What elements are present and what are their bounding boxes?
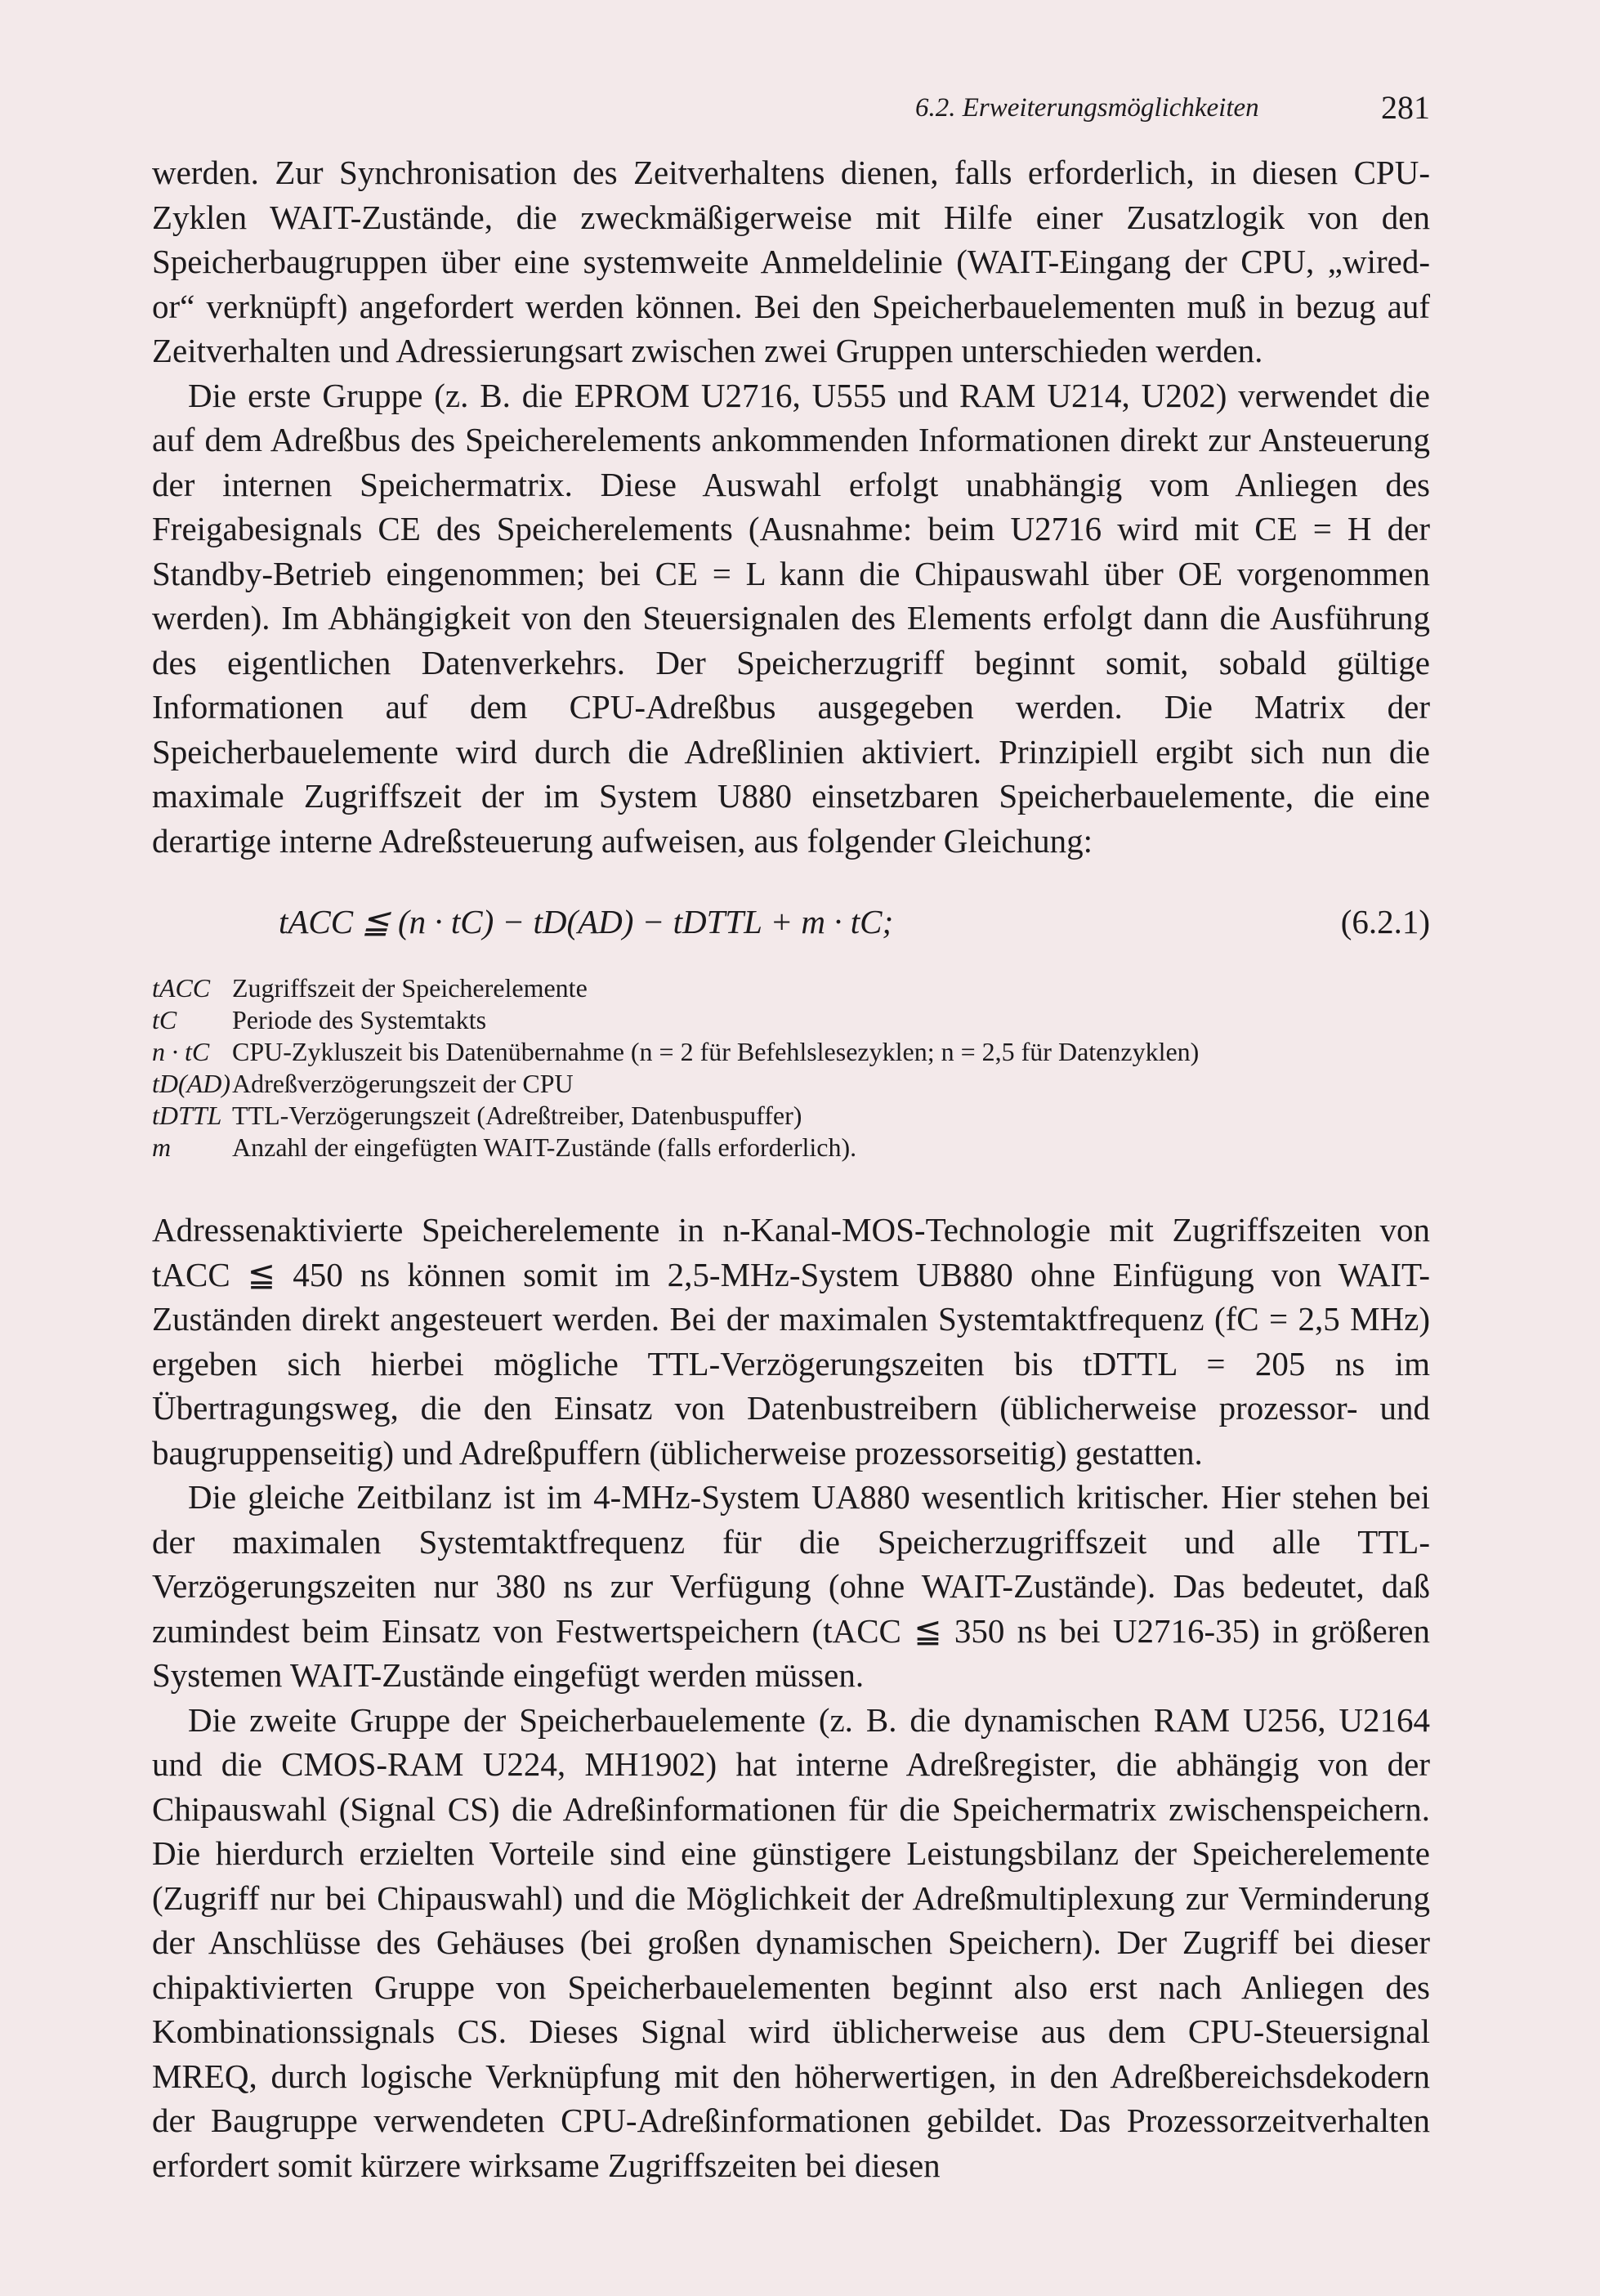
definition-text: Zugriffszeit der Speicherelemente <box>232 973 588 1003</box>
page-number: 281 <box>1381 89 1430 126</box>
definition-row <box>152 1100 1430 1132</box>
paragraph: Die erste Gruppe (z. B. die EPROM U2716, U555 und RAM U214, U202) verwendet die auf dem Adreßbus des Speicherelements ankommenden Informationen direkt zur Ansteuerung der internen Speichermatrix. Diese Auswahl erfolgt unabhängig vom Anliegen des Freigabesignals CE des Speicherelements (Ausnahme: beim U2716 wird mit CE = H der Standby-Betrieb eingenommen; bei CE = L kann die Chipauswahl über OE vorgenommen werden). Im Abhängigkeit von den Steuersignalen des Elements erfolgt dann die Ausführung des eigentlichen Datenverkehrs. Der Speicherzugriff beginnt somit, sobald gültige Informationen auf dem CPU-Adreßbus ausgegeben werden. Die Matrix der Speicherbauelemente wird durch die Adreßlinien aktiviert. Prinzipiell ergibt sich nun die maximale Zugriffszeit der im System U880 einsetzbaren Speicherbauelemente, die eine derartige interne Adreßsteuerung aufweisen, aus folgender Gleichung: <box>152 376 1430 860</box>
equation <box>152 897 1430 949</box>
definition-row <box>152 972 1430 1004</box>
definition-symbol: m <box>152 1132 172 1162</box>
definition-row <box>152 1068 1430 1100</box>
definition-text: CPU-Zykluszeit bis Datenübernahme (n = 2 für Befehlslesezyklen; n = 2,5 für Datenzyklen) <box>232 1037 1200 1066</box>
body-text-top <box>152 150 1430 863</box>
definition-symbol: tC <box>152 1005 177 1034</box>
section-title: 6.2. Erweiterungsmöglichkeiten <box>915 93 1259 123</box>
definition-row <box>152 1132 1430 1164</box>
definition-text: Adreßverzögerungszeit der CPU <box>232 1069 574 1098</box>
definition-symbol: n · tC <box>152 1037 210 1066</box>
running-header <box>915 88 1430 131</box>
equation-formula: tACC ≦ (n · tC) − tD(AD) − tDTTL + m · tC; <box>279 903 894 940</box>
definition-text: Anzahl der eingefügten WAIT-Zustände (falls erforderlich). <box>232 1132 857 1162</box>
paragraph: Die gleiche Zeitbilanz ist im 4-MHz-System UA880 wesentlich kritischer. Hier stehen bei der maximalen Systemtaktfrequenz für die Speicherzugriffszeit und alle TTL-Verzögerungszeiten nur 380 ns zur Verfügung (ohne WAIT-Zustände). Das bedeutet, daß zumindest beim Einsatz von Festwertspeichern (tACC ≦ 350 ns bei U2716-35) in größeren Systemen WAIT-Zustände eingefügt werden müssen. <box>152 1478 1430 1694</box>
definition-text: Periode des Systemtakts <box>232 1005 487 1034</box>
paragraph: Die zweite Gruppe der Speicherbauelemente (z. B. die dynamischen RAM U256, U2164 und die CMOS-RAM U224, MH1902) hat interne Adreßregister, die abhängig von der Chipauswahl (Signal CS) die Adreßinformationen für die Speichermatrix zwischenspeichern. Die hierdurch erzielten Vorteile sind eine günstigere Leistungsbilanz der Speicherelemente (Zugriff nur bei Chipauswahl) und die Möglichkeit der Adreßmultiplexung zur Verminderung der Anschlüsse des Gehäuses (bei großen dynamischen Speichern). Der Zugriff bei dieser chipaktivierten Gruppe von Speicherbauelementen beginnt also erst nach Anliegen des Kombinationssignals CS. Dieses Signal wird üblicherweise aus dem CPU-Steuersignal MREQ, durch logische Verknüpfung mit den höherwertigen, in den Adreßbereichsdekodern der Baugruppe verwendeten CPU-Adreßinformationen gebildet. Das Prozessorzeitverhalten erfordert somit kürzere wirksame Zugriffszeiten bei diesen <box>152 1700 1430 2184</box>
definition-row <box>152 1036 1430 1068</box>
symbol-definitions <box>152 972 1430 1164</box>
definition-text: TTL-Verzögerungszeit (Adreßtreiber, Datenbuspuffer) <box>232 1101 802 1130</box>
equation-number: (6.2.1) <box>1340 903 1430 940</box>
paragraph: werden. Zur Synchronisation des Zeitverhaltens dienen, falls erforderlich, in diesen CPU-Zyklen WAIT-Zustände, die zweckmäßigerweise mit Hilfe einer Zusatzlogik von den Speicherbaugruppen über eine systemweite Anmeldelinie (WAIT-Eingang der CPU, „wired-or“ verknüpft) angefordert werden können. Bei den Speicherbauelementen muß in bezug auf Zeitverhalten und Adressierungsart zwischen zwei Gruppen unterschieden werden. <box>152 154 1430 369</box>
definition-symbol: tDTTL <box>152 1101 222 1130</box>
definition-symbol: tD(AD) <box>152 1069 230 1098</box>
body-text-bottom <box>152 1208 1430 2187</box>
paragraph: Adressenaktivierte Speicherelemente in n-Kanal-MOS-Technologie mit Zugriffszeiten von tACC ≦ 450 ns können somit im 2,5-MHz-System UB880 ohne Einfügung von WAIT-Zuständen direkt angesteuert werden. Bei der maximalen Systemtaktfrequenz (fC = 2,5 MHz) ergeben sich hierbei mögliche TTL-Verzögerungszeiten bis tDTTL = 205 ns im Übertragungsweg, die den Einsatz von Datenbustreibern (üblicherweise prozessor- und baugruppenseitig) und Adreßpuffern (üblicherweise prozessorseitig) gestatten. <box>152 1211 1430 1472</box>
definition-symbol: tACC <box>152 973 211 1003</box>
definition-row <box>152 1004 1430 1036</box>
